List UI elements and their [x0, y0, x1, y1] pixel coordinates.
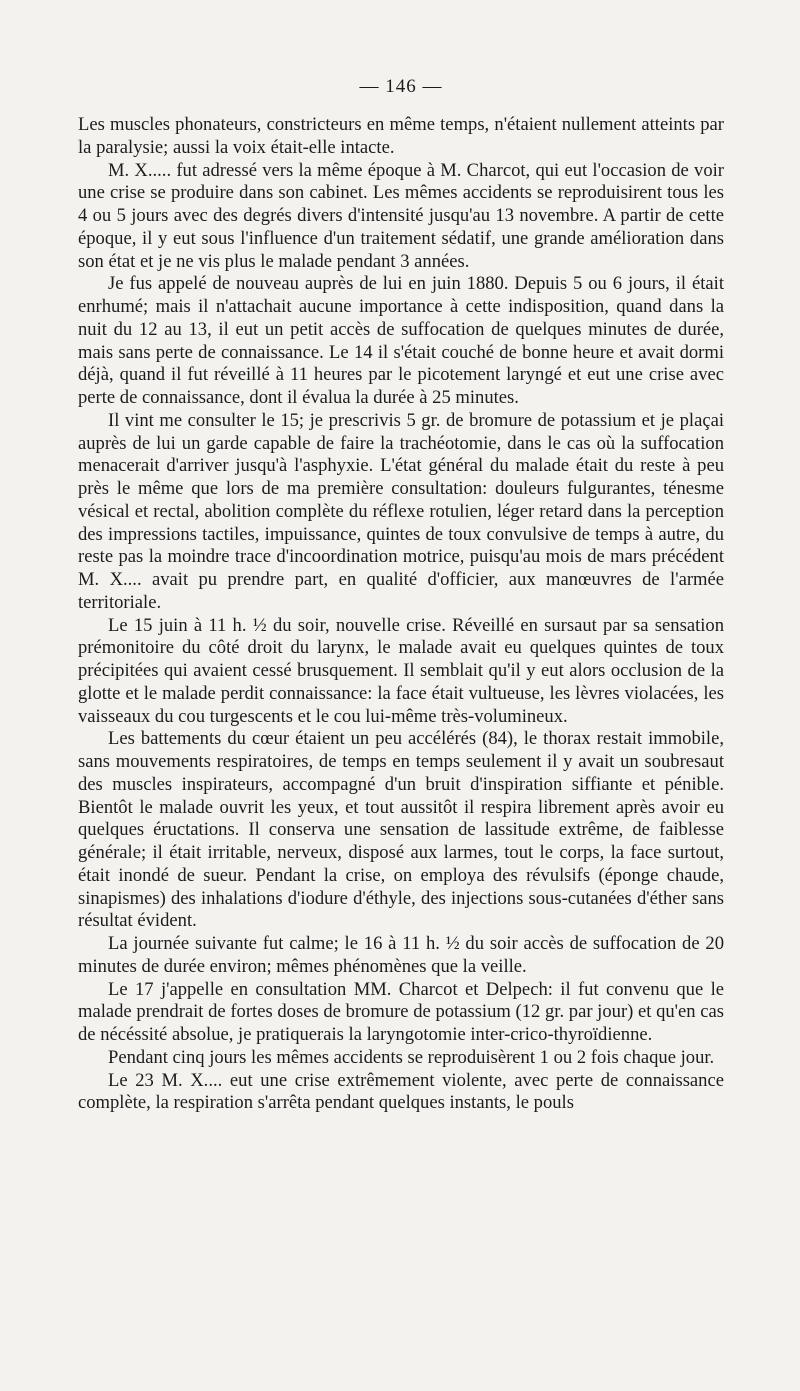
paragraph: Le 23 M. X.... eut une crise extrêmement violente, avec perte de connaissance complète, la respiration s'arrêta pendant quelques instants, le pouls: [78, 1069, 724, 1114]
paragraph: Le 17 j'appelle en consultation MM. Charcot et Delpech: il fut convenu que le malade prendrait de fortes doses de bromure de potassium (12 gr. par jour) et qu'en cas de nécéssité absolue, je pratiquerais la laryngotomie inter-crico-thyroïdienne.: [78, 978, 724, 1045]
paragraph: Je fus appelé de nouveau auprès de lui en juin 1880. Depuis 5 ou 6 jours, il était enrhumé; mais il n'attachait aucune importance à cette indisposition, quand dans la nuit du 12 au 13, il eut un petit accès de suffocation de quelques minutes de durée, mais sans perte de connaissance. Le 14 il s'était couché de bonne heure et avait dormi déjà, quand il fut réveillé à 11 heures par le picotement laryngé et eut une crise avec perte de connaissance, dont il évalua la durée à 25 minutes.: [78, 273, 724, 408]
paragraph: Le 15 juin à 11 h. ½ du soir, nouvelle crise. Réveillé en sursaut par sa sensation prémonitoire du côté droit du larynx, le malade avait eu quelques quintes de toux précipitées qui avaient cessé brusquement. Il semblait qu'il y eut alors occlusion de la glotte et le malade perdit connaissance: la face était vultueuse, les lèvres violacées, les vaisseaux du cou turgescents et le cou lui-même très-volumineux.: [78, 614, 724, 727]
paragraph: La journée suivante fut calme; le 16 à 11 h. ½ du soir accès de suffocation de 20 minutes de durée environ; mêmes phénomènes que la veille.: [78, 933, 724, 977]
paragraph: Les muscles phonateurs, constricteurs en même temps, n'étaient nullement atteints par la paralysie; aussi la voix était-elle intacte.: [78, 114, 724, 158]
page-number: — 146 —: [359, 76, 443, 97]
body-text: [78, 114, 724, 1115]
paragraph: Il vint me consulter le 15; je prescrivis 5 gr. de bromure de potassium et je plaçai auprès de lui un garde capable de faire la trachéotomie, dans le cas où la suffocation menacerait d'arriver jusqu'à l'asphyxie. L'état général du malade était du reste à peu près le même que lors de ma première consultation: douleurs fulgurantes, ténesme vésical et rectal, abolition complète du réflexe rotulien, léger retard dans la perception des impressions tactiles, impuissance, quintes de toux convulsive de temps à autre, du reste pas la moindre trace d'incoordination motrice, puisqu'au mois de mars précédent M. X.... avait pu prendre part, en qualité d'officier, aux manœuvres de l'armée territoriale.: [78, 409, 724, 613]
paragraph: Pendant cinq jours les mêmes accidents se reproduisèrent 1 ou 2 fois chaque jour.: [108, 1046, 715, 1068]
paragraph: M. X..... fut adressé vers la même époque à M. Charcot, qui eut l'occasion de voir une crise se produire dans son cabinet. Les mêmes accidents se reproduisirent tous les 4 ou 5 jours avec des degrés divers d'intensité jusqu'au 13 novembre. A partir de cette époque, il y eut sous l'influence d'un traitement sédatif, une grande amélioration dans son état et je ne vis plus le malade pendant 3 années.: [78, 159, 724, 272]
paragraph: Les battements du cœur étaient un peu accélérés (84), le thorax restait immobile, sans mouvements respiratoires, de temps en temps seulement il y avait un soubresaut des muscles inspirateurs, accompagné d'un bruit d'inspiration siffiante et pénible. Bientôt le malade ouvrit les yeux, et tout aussitôt il respira librement après avoir eu quelques éructations. Il conserva une sensation de lassitude extrême, de faiblesse générale; il était irritable, nerveux, disposé aux larmes, tout le corps, la face surtout, était inondé de sueur. Pendant la crise, on employa des révulsifs (éponge chaude, sinapismes) des inhalations d'iodure d'éthyle, des injections sous-cutanées d'éther sans résultat évident.: [78, 728, 724, 932]
